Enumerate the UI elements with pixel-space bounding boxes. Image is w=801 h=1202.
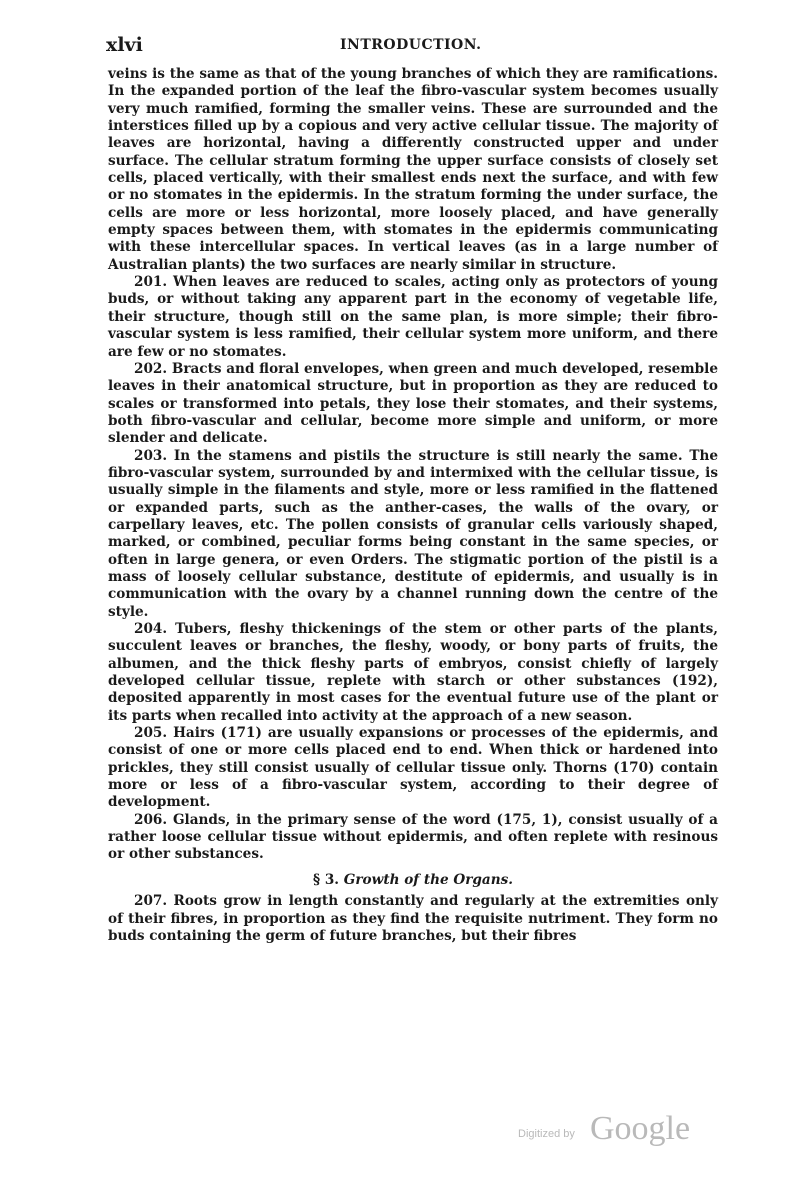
paragraph-203: 203. In the stamens and pistils the structure is still nearly the same. The fibro-vascular system, surrounded by and intermixed with the cellular tissue, is usually simple in the filaments and style, more or less ramified in the flattened or expanded parts, such as the anther-cases, the walls of the ovary, or carpellary leaves, etc. The pollen consists of granular cells variously shaped, marked, or combined, peculiar forms being constant in the same species, or often in large genera, or even Orders. The stigmatic portion of the pistil is a mass of loosely cellular substance, destitute of epidermis, and usually is in communication with the ovary by a channel running down the centre of the style. xyxy=(108,447,718,620)
paragraph-continued: veins is the same as that of the young branches of which they are ramifications. In the expanded portion of the leaf the fibro-vascular system becomes usually very much ramified, forming the smaller veins. These are surrounded and the interstices filled up by a copious and very active cellular tissue. The majority of leaves are horizontal, having a differently constructed upper and under surface. The cellular stratum forming the upper surface consists of closely set cells, placed vertically, with their smallest ends next the surface, and with few or no stomates in the epidermis. In the stratum forming the under surface, the cells are more or less horizontal, more loosely placed, and have generally empty spaces between them, with stomates in the epidermis communicating with these intercellular spaces. In vertical leaves (as in a large number of Australian plants) the two surfaces are nearly similar in structure. xyxy=(108,66,718,273)
section-heading xyxy=(108,872,718,889)
paragraph-205: 205. Hairs (171) are usually expansions or processes of the epidermis, and consist of one or more cells placed end to end. When thick or hardened into prickles, they still consist usually of cellular tissue only. Thorns (170) contain more or less of a fibro-vascular system, according to their degree of development. xyxy=(108,725,718,811)
google-logo: Google xyxy=(590,1110,691,1147)
page-header xyxy=(108,34,718,58)
watermark-prefix: Digitized by xyxy=(518,1128,575,1140)
section-title: Growth of the Organs. xyxy=(343,871,513,888)
running-title: INTRODUCTION. xyxy=(340,37,482,53)
paragraph-207: 207. Roots grow in length constantly and regularly at the extremities only of their fibres, in proportion as they find the requisite nutriment. They form no buds containing the germ of future branches, but their fibres xyxy=(108,893,718,944)
paragraph-202: 202. Bracts and floral envelopes, when green and much developed, resemble leaves in their anatomical structure, but in proportion as they are reduced to scales or transformed into petals, they lose their stomates, and their systems, both fibro-vascular and cellular, become more simple and uniform, or more slender and delicate. xyxy=(108,360,718,447)
digitized-watermark xyxy=(518,1110,718,1150)
paragraph-201: 201. When leaves are reduced to scales, acting only as protectors of young buds, or without taking any apparent part in the economy of vegetable life, their structure, though still on the same plan, is more simple; their fibro-vascular system is less ramified, their cellular system more uniform, and there are few or no stomates. xyxy=(108,274,718,360)
body-text xyxy=(108,66,718,945)
paragraph-206: 206. Glands, in the primary sense of the word (175, 1), consist usually of a rather loose cellular tissue without epidermis, and often replete with resinous or other substances. xyxy=(108,811,718,863)
page-number: xlvi xyxy=(106,34,143,56)
paragraph-204: 204. Tubers, fleshy thickenings of the stem or other parts of the plants, succulent leaves or branches, the fleshy, woody, or bony parts of fruits, the albumen, and the thick fleshy parts of embryos, consist chiefly of largely developed cellular tissue, replete with starch or other substances (192), deposited apparently in most cases for the eventual future use of the plant or its parts when recalled into activity at the approach of a new season. xyxy=(108,621,718,724)
section-number: § 3. xyxy=(313,871,340,888)
